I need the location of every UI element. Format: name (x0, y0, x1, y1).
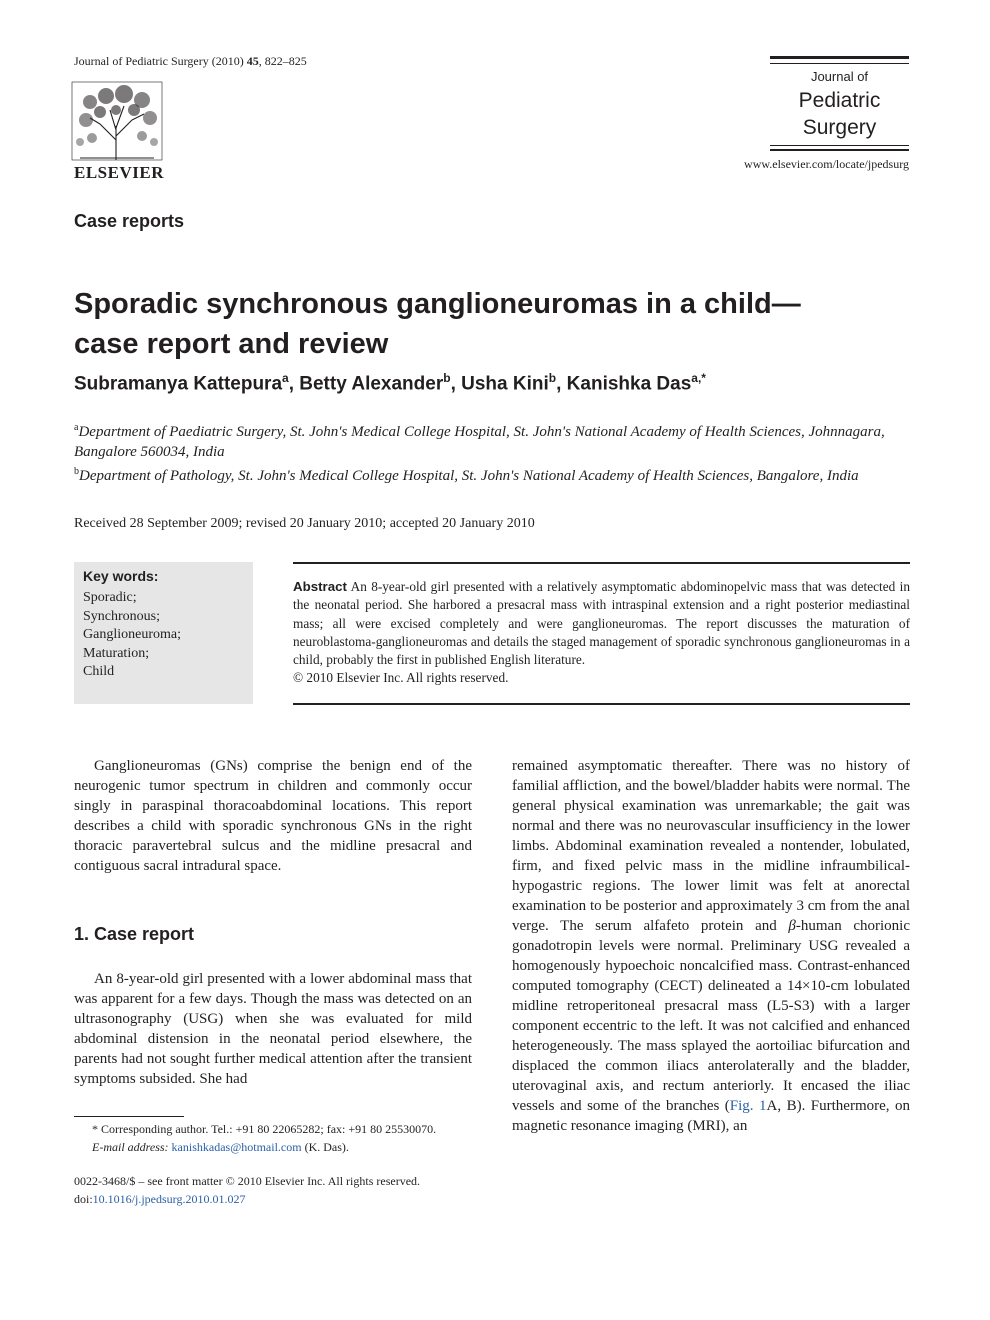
footnote-rule (74, 1116, 184, 1117)
abstract (293, 578, 910, 688)
email-label: E-mail address: (92, 1140, 169, 1154)
affiliation-sup: a (74, 422, 79, 433)
keywords-heading: Key words: (83, 568, 159, 584)
affiliation-text: Department of Pathology, St. John's Medical College Hospital, St. John's National Academy of Health Sciences, Bangalore, India (79, 468, 859, 484)
case-paragraph: An 8-year-old girl presented with a lower abdominal mass that was apparent for a few days. Though the mass was detected on an ultrasonography (USG) when she was evaluated for mild abdominal distension in the neonatal period elsewhere, the parents had not sought further medical attention after the transient symptoms subsided. She had (74, 971, 472, 1087)
case-report-heading: 1. Case report (74, 924, 195, 944)
author-name[interactable]: Kanishka Das (566, 373, 692, 395)
keyword-item: Child (83, 664, 115, 679)
footnote (74, 1120, 472, 1156)
keyword-item: Maturation; (83, 645, 150, 661)
author-list (74, 371, 706, 395)
affiliations (74, 418, 910, 486)
figure-link[interactable]: Fig. 1 (729, 1098, 767, 1114)
body-text: A, B). Furthermore, on magnetic resonance imaging (MRI), an (512, 1098, 910, 1134)
author-name[interactable]: Usha Kini (461, 373, 549, 395)
body-column-right (512, 756, 910, 1136)
keyword-item: Sporadic; (83, 590, 137, 605)
author-sup: a,* (691, 371, 706, 385)
abstract-copyright: © 2010 Elsevier Inc. All rights reserved. (293, 670, 509, 686)
corresponding-author: * Corresponding author. Tel.: +91 80 22065282; fax: +91 80 25530070. (92, 1122, 437, 1136)
journal-box (770, 56, 909, 151)
email-link[interactable]: kanishkadas@hotmail.com (171, 1140, 302, 1154)
author-sep: , (556, 373, 567, 395)
received-dates: Received 28 September 2009; revised 20 January 2010; accepted 20 January 2010 (74, 516, 535, 531)
body-column-left (74, 756, 472, 876)
beta-symbol: β (788, 918, 796, 934)
email-suffix: (K. Das). (301, 1140, 349, 1154)
doi-link[interactable]: 10.1016/j.jpedsurg.2010.01.027 (92, 1192, 246, 1206)
case-report-body (74, 969, 472, 1089)
intro-paragraph: Ganglioneuromas (GNs) comprise the benign end of the neurogenic tumor spectrum in children and commonly occur singly in paraspinal thoracoabdominal locations. This report describes a child with sporadic synchronous GNs in the right thoracic paravertebral sulcus and the midline presacral and contiguous sacral intradural space. (74, 758, 472, 874)
author-sup: b (548, 371, 557, 385)
keywords-list (83, 589, 181, 682)
citation-line (74, 54, 307, 69)
author-name[interactable]: Subramanya Kattepura (74, 373, 283, 395)
pages: , 822–825 (258, 54, 307, 68)
affiliation-text: Department of Paediatric Surgery, St. John's Medical College Hospital, St. John's National Academy of Health Sciences, Johnnagara, Bangalore 560034, India (74, 424, 885, 460)
journal-box-line1: Pediatric (798, 89, 881, 112)
author-sep: , (288, 373, 300, 395)
journal-url[interactable]: www.elsevier.com/locate/jpedsurg (744, 157, 909, 171)
author-name[interactable]: Betty Alexander (299, 373, 444, 395)
article-title: Sporadic synchronous ganglioneuromas in a child—case report and review (74, 288, 801, 360)
copyright-block (74, 1172, 494, 1208)
author-sup: a (282, 371, 289, 385)
journal-name: Journal of Pediatric Surgery (2010) (74, 54, 244, 68)
abstract-rule-top (293, 562, 910, 564)
journal-box-small: Journal of (810, 69, 869, 84)
abstract-text: An 8-year-old girl presented with a relatively asymptomatic abdominopelvic mass that was detected in the neonatal period. She harbored a presacral mass with intraspinal extension and a right posterior mediastinal mass; all were excised completely and were ganglioneuromas. The report discusses the maturation of neuroblastoma-ganglioneuromas and details the staged management of sporadic synchronous ganglioneuromas in a child, probably the first in published English literature. (293, 579, 910, 668)
body-text: -human chorionic gonadotropin levels were normal. Preliminary USG revealed a homogenously hypoechoic noncalcified mass. Contrast-enhanced computed tomography (CECT) delineated a 14×10-cm lobulated midline retroperitoneal presacral mass (L5-S3) with a larger component eccentric to the left. It was not calcified and enhanced heterogeneously. The mass splayed the aortoiliac bifurcation and displaced the common iliacs anterolaterally and the bladder, uterovaginal axis, and rectum anteriorly. It encased the iliac vessels and some of the branches ( (512, 918, 910, 1114)
abstract-label: Abstract (293, 579, 347, 594)
affiliation-sup: b (74, 466, 79, 477)
publisher-name: ELSEVIER (74, 163, 164, 182)
affiliation-b (74, 462, 910, 486)
keywords-box (74, 562, 253, 704)
volume: 45 (246, 54, 259, 68)
keyword-item: Synchronous; (83, 608, 160, 624)
journal-box-line2: Surgery (802, 116, 877, 139)
author-sup: b (443, 371, 451, 385)
section-label: Case reports (74, 211, 185, 231)
abstract-rule-bottom (293, 703, 910, 705)
body-text: remained asymptomatic thereafter. There was no history of familial affliction, and the bowel/bladder habits were normal. The general physical examination was unremarkable; the gait was normal and there was no neurovascular insufficiency in the lower limbs. Abdominal examination revealed a nontender, lobulated, firm, and fixed pelvic mass in the midline infraumbilical-hypogastric regions. The lower limit was felt at anorectal examination to be posterior and approximately 3 cm from the anal verge. The serum alfafeto protein and (512, 758, 910, 934)
doi-label: doi: (74, 1192, 93, 1206)
author-sep: , (450, 373, 462, 395)
front-matter: 0022-3468/$ – see front matter © 2010 Elsevier Inc. All rights reserved. (74, 1174, 421, 1188)
keyword-item: Ganglioneuroma; (83, 627, 181, 642)
affiliation-a (74, 418, 910, 462)
